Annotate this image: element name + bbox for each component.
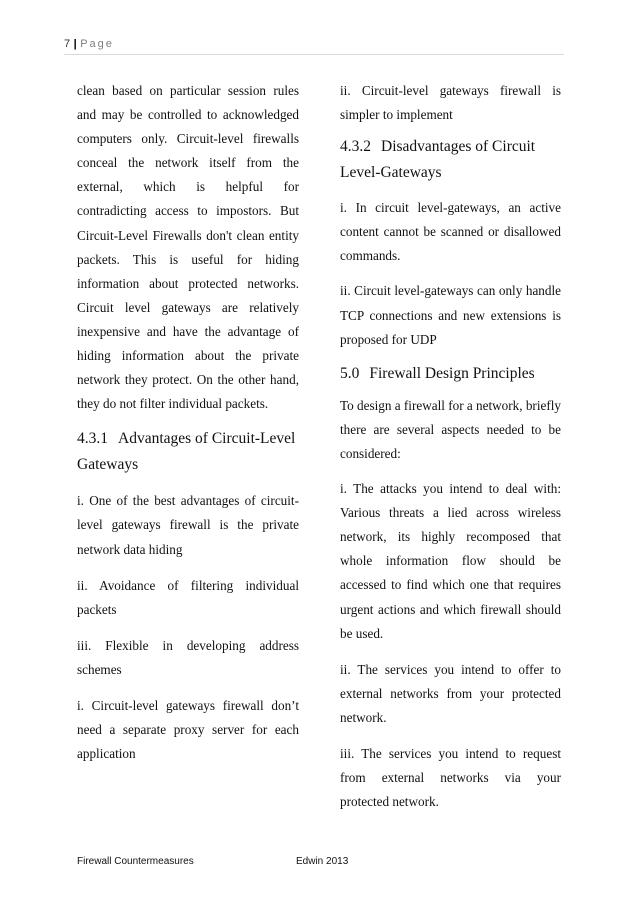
section-title: Firewall Design Principles (369, 364, 535, 382)
section-title: Disadvantages of Circuit Level-Gateways (340, 138, 536, 182)
page-number: 7 (64, 38, 71, 50)
section-number: 5.0 (340, 364, 360, 382)
header-separator: | (73, 38, 78, 50)
page-header (64, 38, 564, 54)
list-item: ii. The services you intend to offer to external networks from your protected network. (340, 661, 561, 725)
list-item: i. One of the best advantages of circuit-level gateways firewall is the private network data hiding (77, 493, 299, 557)
header-divider (64, 54, 564, 55)
section-title: Advantages of Circuit-Level Gateways (77, 430, 296, 474)
left-column (77, 79, 299, 766)
page-word: Page (80, 38, 114, 50)
list-item: i. In circuit level-gateways, an active content cannot be scanned or disallowed commands. (340, 200, 561, 264)
list-item: ii. Circuit level-gateways can only handle TCP connections and new extensions is proposed for UDP (340, 283, 561, 347)
list-item: i. The attacks you intend to deal with: Various threats a lied across wireless network, its highly recomposed that whole information flow should be accessed to find which one that requires urgent actions and which firewall should be used. (340, 481, 561, 641)
footer-doc-title: Firewall Countermeasures (77, 856, 194, 867)
footer-author-year: Edwin 2013 (296, 856, 349, 867)
list-item: iii. Flexible in developing address schemes (77, 637, 299, 677)
list-item: i. Circuit-level gateways firewall don’t need a separate proxy server for each application (77, 697, 299, 762)
list-item: ii. Avoidance of filtering individual packets (77, 577, 299, 617)
section-number: 4.3.2 (340, 138, 371, 156)
paragraph: clean based on particular session rules and may be controlled to acknowledged computers only. Circuit-level firewalls conceal the network itself from the external, which is helpful for contradicting access to impostors. But Circuit-Level Firewalls don't clean entity packets. This is useful for hiding information about protected networks. Circuit level gateways are relatively inexpensive and have the advantage of hiding information about the private network they protect. On the other hand, they do not filter individual packets. (77, 83, 299, 412)
section-number: 4.3.1 (77, 430, 108, 448)
list-item: iii. The services you intend to request from external networks via your protected network. (340, 745, 561, 810)
list-item: ii. Circuit-level gateways firewall is simpler to implement (340, 83, 561, 123)
right-column (340, 79, 561, 814)
section-heading-design-principles (340, 361, 561, 387)
paragraph: To design a firewall for a network, briefly there are several aspects needed to be considered: (340, 397, 561, 461)
section-heading-disadvantages (340, 134, 561, 186)
section-heading-advantages (77, 426, 299, 478)
